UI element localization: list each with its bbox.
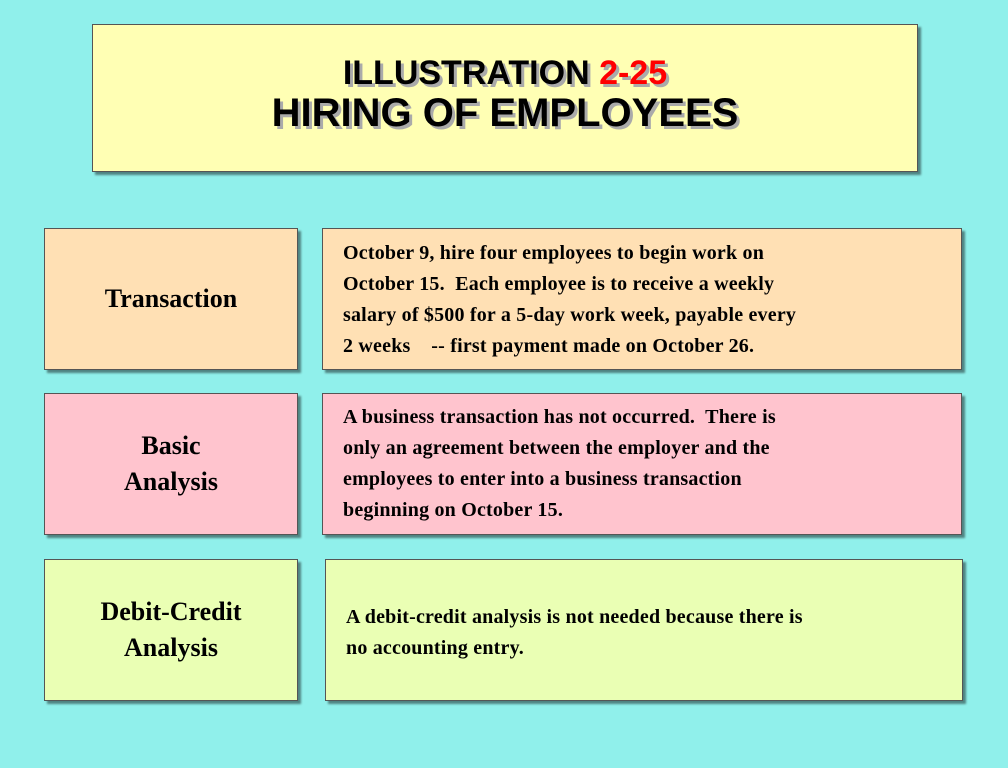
illustration-heading xyxy=(343,54,667,92)
transaction-label: Transaction xyxy=(104,284,238,313)
illustration-number: 2-25 xyxy=(599,54,668,92)
transaction-line: October 15. Each employee is to receive a weekly xyxy=(343,273,775,295)
debit-credit-label-line: Analysis xyxy=(124,633,218,662)
illustration-label: ILLUSTRATION xyxy=(342,54,600,92)
debit-credit-line: A debit-credit analysis is not needed because there is xyxy=(346,606,803,628)
debit-credit-line: no accounting entry. xyxy=(346,637,524,659)
debit-credit-label-box xyxy=(44,559,298,701)
page-title: HIRING OF EMPLOYEES xyxy=(271,91,739,135)
title-box xyxy=(92,24,918,172)
transaction-line: salary of $500 for a 5-day work week, payable every xyxy=(343,304,797,326)
basic-analysis-line: employees to enter into a business transaction xyxy=(343,468,742,490)
basic-analysis-label-line: Analysis xyxy=(124,467,218,496)
basic-analysis-description-box xyxy=(322,393,962,535)
basic-analysis-line: A business transaction has not occurred. There is xyxy=(343,406,776,428)
debit-credit-label-line: Debit-Credit xyxy=(100,597,242,626)
basic-analysis-line: beginning on October 15. xyxy=(343,499,564,521)
transaction-label-box xyxy=(44,228,298,370)
transaction-description-box xyxy=(322,228,962,370)
transaction-line: 2 weeks -- first payment made on October 26. xyxy=(343,335,755,357)
basic-analysis-label-box xyxy=(44,393,298,535)
basic-analysis-line: only an agreement between the employer and the xyxy=(343,437,770,459)
basic-analysis-label-line: Basic xyxy=(141,431,201,460)
transaction-line: October 9, hire four employees to begin work on xyxy=(343,242,765,264)
debit-credit-description-box xyxy=(325,559,963,701)
